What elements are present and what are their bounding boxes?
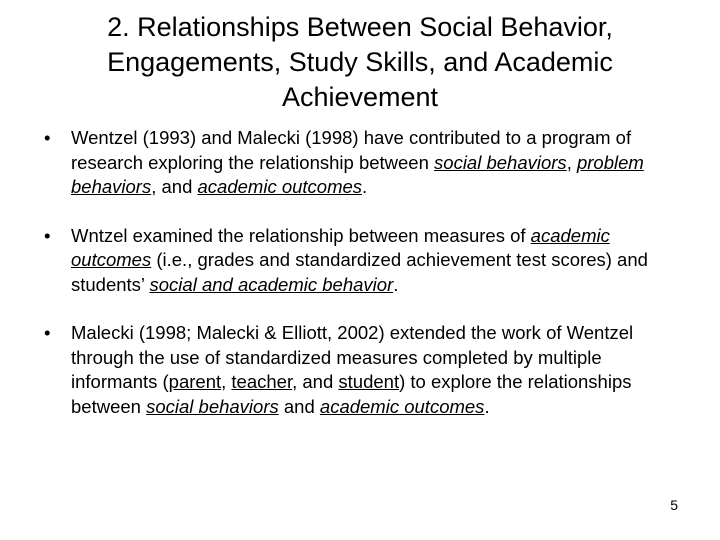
bullet-text: , and: [292, 371, 339, 392]
emphasis-term: problem behaviors: [71, 151, 644, 197]
title-line: Engagements, Study Skills, and Academic: [107, 47, 613, 77]
title-line: 2. Relationships Between Social Behavior,: [107, 12, 613, 42]
bullet-text: ,: [221, 371, 232, 392]
underlined-term: parent: [168, 371, 222, 392]
bullet-text: ,: [566, 151, 577, 173]
emphasis-term: academic outcomes: [197, 176, 363, 197]
title-line: Achievement: [281, 82, 439, 112]
emphasis-term: social and academic behavior: [149, 273, 394, 295]
underlined-term: student: [338, 371, 400, 392]
bullet-text: ) to explore the relationships between: [71, 371, 632, 417]
bullet-item: [42, 321, 682, 419]
bullet-text: and: [278, 395, 320, 417]
bullet-item: [42, 126, 682, 200]
bullet-text: , and: [151, 176, 198, 197]
underlined-term: teacher: [231, 371, 293, 392]
bullet-text: (i.e., grades and standardized achievement test scores) and students’: [71, 249, 648, 295]
slide-title: [20, 10, 700, 115]
bullet-text: .: [393, 273, 399, 295]
emphasis-term: social behaviors: [434, 151, 567, 173]
emphasis-term: social behaviors: [146, 395, 279, 417]
bullet-text: Malecki (1998; Malecki & Elliott, 2002) extended the work of Wentzel through the use of standardized measures completed by multiple informants (: [71, 322, 634, 392]
emphasis-term: academic outcomes: [319, 395, 485, 417]
bullet-text: .: [362, 176, 368, 197]
bullet-text: Wntzel examined the relationship between measures of: [71, 224, 531, 246]
emphasis-term: academic outcomes: [71, 224, 610, 270]
bullet-marker: •: [44, 127, 51, 148]
bullet-item: [42, 224, 682, 298]
bullet-list: [42, 126, 682, 443]
page-number: 5: [670, 497, 678, 513]
bullet-marker: •: [44, 322, 51, 343]
bullet-text: .: [484, 395, 490, 417]
bullet-text: Wentzel (1993) and Malecki (1998) have contributed to a program of research exploring the relationship between: [71, 127, 632, 173]
bullet-marker: •: [44, 224, 51, 246]
